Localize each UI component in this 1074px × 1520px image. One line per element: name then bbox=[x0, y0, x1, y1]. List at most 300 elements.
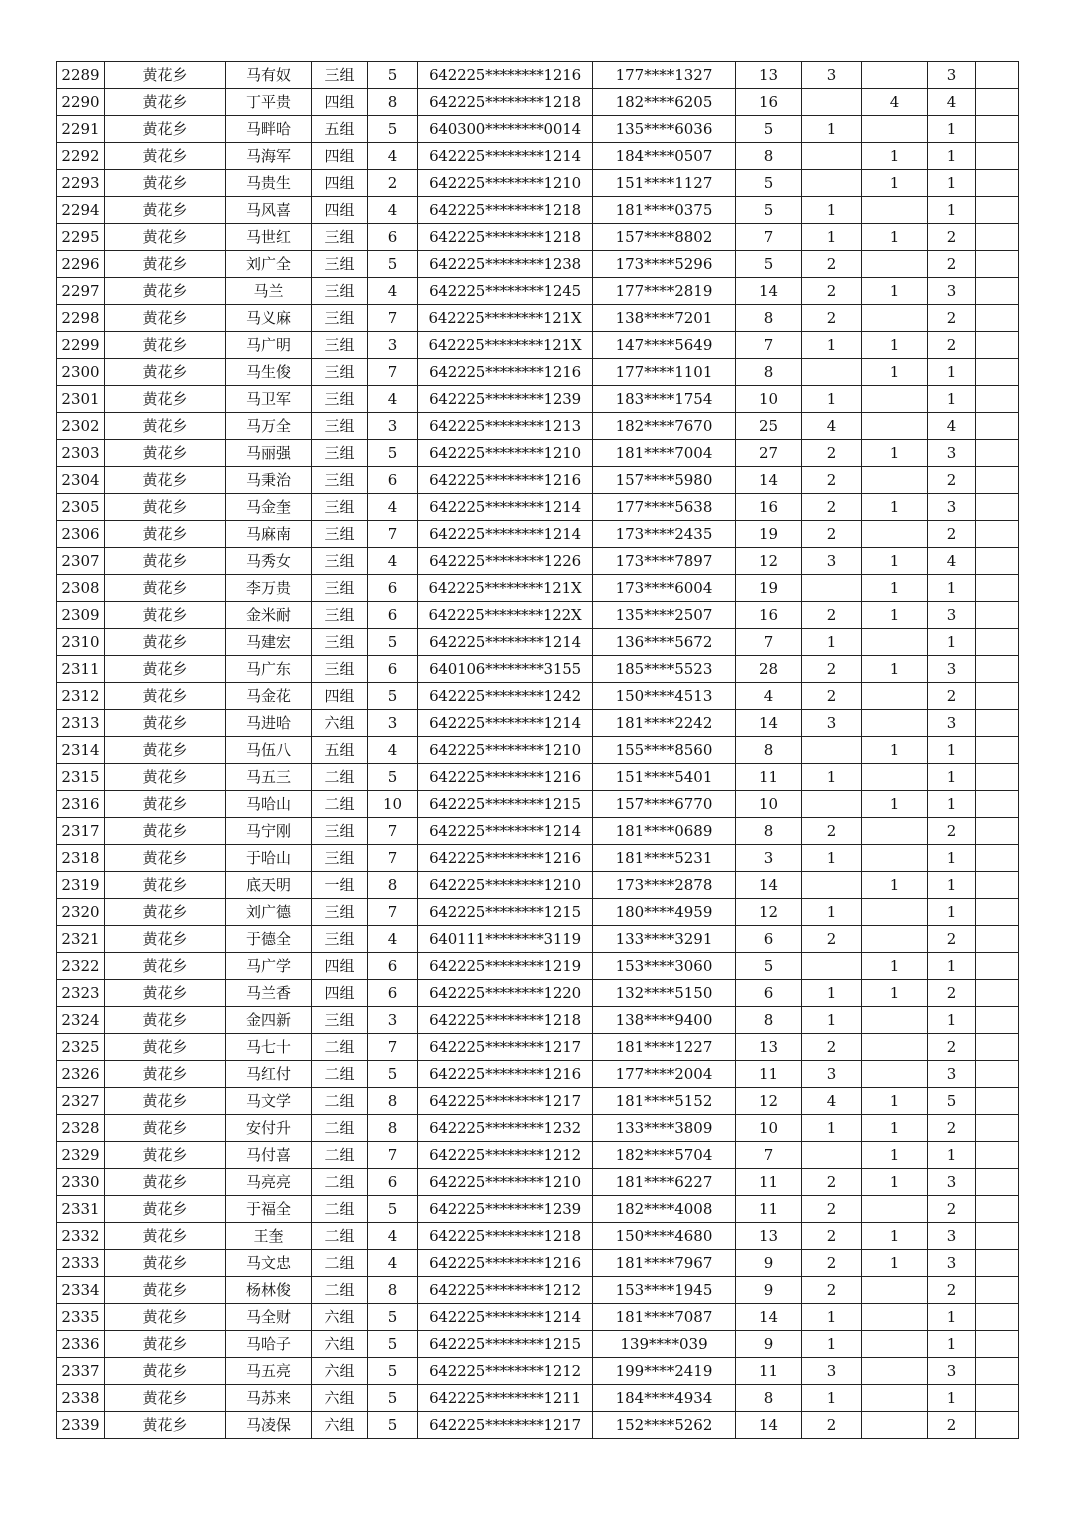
cell-township: 黄花乡 bbox=[105, 656, 226, 683]
table-row bbox=[57, 440, 1019, 467]
cell-value-b: 1 bbox=[802, 1304, 862, 1331]
cell-row-number: 2303 bbox=[57, 440, 105, 467]
table-row bbox=[57, 278, 1019, 305]
cell-name: 丁平贵 bbox=[226, 89, 312, 116]
cell-remark bbox=[976, 1358, 1019, 1385]
cell-phone: 157****6770 bbox=[593, 791, 736, 818]
table-row bbox=[57, 764, 1019, 791]
cell-household-size: 8 bbox=[368, 872, 418, 899]
cell-name: 马亮亮 bbox=[226, 1169, 312, 1196]
cell-value-b: 2 bbox=[802, 467, 862, 494]
cell-remark bbox=[976, 1250, 1019, 1277]
cell-id-number: 642225********1216 bbox=[418, 764, 593, 791]
cell-row-number: 2321 bbox=[57, 926, 105, 953]
cell-id-number: 642225********1215 bbox=[418, 899, 593, 926]
table-row bbox=[57, 1061, 1019, 1088]
cell-value-b: 2 bbox=[802, 1250, 862, 1277]
cell-township: 黄花乡 bbox=[105, 1412, 226, 1439]
cell-township: 黄花乡 bbox=[105, 1304, 226, 1331]
cell-household-size: 10 bbox=[368, 791, 418, 818]
table-body bbox=[57, 62, 1019, 1439]
cell-row-number: 2320 bbox=[57, 899, 105, 926]
cell-value-a: 13 bbox=[736, 62, 802, 89]
table-row bbox=[57, 575, 1019, 602]
cell-value-b: 2 bbox=[802, 602, 862, 629]
cell-township: 黄花乡 bbox=[105, 440, 226, 467]
cell-total: 1 bbox=[928, 629, 976, 656]
cell-phone: 133****3809 bbox=[593, 1115, 736, 1142]
cell-group: 三组 bbox=[312, 575, 368, 602]
cell-household-size: 5 bbox=[368, 1196, 418, 1223]
cell-group: 三组 bbox=[312, 413, 368, 440]
cell-group: 三组 bbox=[312, 926, 368, 953]
cell-township: 黄花乡 bbox=[105, 1061, 226, 1088]
cell-row-number: 2327 bbox=[57, 1088, 105, 1115]
cell-household-size: 6 bbox=[368, 1169, 418, 1196]
cell-township: 黄花乡 bbox=[105, 953, 226, 980]
cell-household-size: 5 bbox=[368, 1358, 418, 1385]
cell-group: 三组 bbox=[312, 521, 368, 548]
cell-group: 三组 bbox=[312, 62, 368, 89]
cell-value-b: 1 bbox=[802, 899, 862, 926]
cell-total: 5 bbox=[928, 1088, 976, 1115]
cell-value-b bbox=[802, 737, 862, 764]
cell-total: 1 bbox=[928, 575, 976, 602]
cell-group: 四组 bbox=[312, 980, 368, 1007]
cell-value-b bbox=[802, 1142, 862, 1169]
cell-value-b: 1 bbox=[802, 386, 862, 413]
cell-id-number: 642225********1215 bbox=[418, 1331, 593, 1358]
table-row bbox=[57, 1196, 1019, 1223]
cell-total: 3 bbox=[928, 494, 976, 521]
cell-phone: 184****4934 bbox=[593, 1385, 736, 1412]
cell-group: 二组 bbox=[312, 1277, 368, 1304]
cell-total: 1 bbox=[928, 197, 976, 224]
cell-name: 马生俊 bbox=[226, 359, 312, 386]
table-row bbox=[57, 116, 1019, 143]
cell-id-number: 642225********1218 bbox=[418, 224, 593, 251]
cell-remark bbox=[976, 278, 1019, 305]
cell-total: 1 bbox=[928, 791, 976, 818]
table-row bbox=[57, 899, 1019, 926]
cell-name: 马广东 bbox=[226, 656, 312, 683]
cell-value-a: 7 bbox=[736, 332, 802, 359]
cell-value-b: 2 bbox=[802, 305, 862, 332]
cell-group: 六组 bbox=[312, 1304, 368, 1331]
cell-remark bbox=[976, 980, 1019, 1007]
cell-value-b: 3 bbox=[802, 548, 862, 575]
cell-township: 黄花乡 bbox=[105, 1034, 226, 1061]
cell-total: 3 bbox=[928, 1358, 976, 1385]
cell-township: 黄花乡 bbox=[105, 494, 226, 521]
cell-household-size: 8 bbox=[368, 89, 418, 116]
cell-value-c: 1 bbox=[862, 1142, 928, 1169]
cell-value-b: 2 bbox=[802, 656, 862, 683]
table-row bbox=[57, 1169, 1019, 1196]
cell-value-c: 1 bbox=[862, 872, 928, 899]
cell-row-number: 2307 bbox=[57, 548, 105, 575]
cell-value-c bbox=[862, 1277, 928, 1304]
cell-value-a: 10 bbox=[736, 1115, 802, 1142]
cell-household-size: 5 bbox=[368, 116, 418, 143]
cell-household-size: 4 bbox=[368, 737, 418, 764]
cell-name: 马建宏 bbox=[226, 629, 312, 656]
cell-remark bbox=[976, 143, 1019, 170]
cell-name: 马海军 bbox=[226, 143, 312, 170]
table-row bbox=[57, 386, 1019, 413]
cell-value-b: 2 bbox=[802, 278, 862, 305]
cell-id-number: 642225********1210 bbox=[418, 737, 593, 764]
cell-row-number: 2300 bbox=[57, 359, 105, 386]
cell-name: 马秀女 bbox=[226, 548, 312, 575]
cell-remark bbox=[976, 899, 1019, 926]
cell-row-number: 2314 bbox=[57, 737, 105, 764]
cell-id-number: 642225********1245 bbox=[418, 278, 593, 305]
table-row bbox=[57, 1331, 1019, 1358]
cell-household-size: 6 bbox=[368, 656, 418, 683]
cell-id-number: 642225********1219 bbox=[418, 953, 593, 980]
cell-remark bbox=[976, 1142, 1019, 1169]
cell-value-c: 1 bbox=[862, 332, 928, 359]
table-row bbox=[57, 1142, 1019, 1169]
cell-total: 2 bbox=[928, 224, 976, 251]
table-row bbox=[57, 1034, 1019, 1061]
cell-remark bbox=[976, 251, 1019, 278]
cell-name: 马苏来 bbox=[226, 1385, 312, 1412]
cell-phone: 157****8802 bbox=[593, 224, 736, 251]
cell-name: 马丽强 bbox=[226, 440, 312, 467]
cell-phone: 150****4513 bbox=[593, 683, 736, 710]
cell-township: 黄花乡 bbox=[105, 1088, 226, 1115]
cell-total: 1 bbox=[928, 359, 976, 386]
table-row bbox=[57, 737, 1019, 764]
cell-row-number: 2323 bbox=[57, 980, 105, 1007]
cell-value-c: 1 bbox=[862, 494, 928, 521]
cell-total: 2 bbox=[928, 332, 976, 359]
cell-value-c bbox=[862, 818, 928, 845]
cell-name: 马金奎 bbox=[226, 494, 312, 521]
cell-township: 黄花乡 bbox=[105, 1250, 226, 1277]
cell-remark bbox=[976, 737, 1019, 764]
cell-value-c bbox=[862, 197, 928, 224]
cell-value-c: 1 bbox=[862, 359, 928, 386]
cell-name: 马金花 bbox=[226, 683, 312, 710]
cell-row-number: 2293 bbox=[57, 170, 105, 197]
cell-township: 黄花乡 bbox=[105, 1142, 226, 1169]
cell-township: 黄花乡 bbox=[105, 980, 226, 1007]
cell-value-a: 11 bbox=[736, 1358, 802, 1385]
cell-id-number: 642225********1218 bbox=[418, 197, 593, 224]
cell-value-c: 1 bbox=[862, 440, 928, 467]
cell-name: 马广学 bbox=[226, 953, 312, 980]
cell-phone: 138****9400 bbox=[593, 1007, 736, 1034]
table-row bbox=[57, 170, 1019, 197]
cell-value-b: 1 bbox=[802, 1331, 862, 1358]
cell-total: 2 bbox=[928, 1412, 976, 1439]
cell-value-b: 4 bbox=[802, 413, 862, 440]
cell-total: 4 bbox=[928, 413, 976, 440]
cell-phone: 181****7004 bbox=[593, 440, 736, 467]
cell-id-number: 642225********1239 bbox=[418, 1196, 593, 1223]
cell-id-number: 642225********121X bbox=[418, 575, 593, 602]
table-row bbox=[57, 926, 1019, 953]
cell-household-size: 5 bbox=[368, 251, 418, 278]
cell-remark bbox=[976, 953, 1019, 980]
cell-group: 四组 bbox=[312, 197, 368, 224]
cell-group: 三组 bbox=[312, 845, 368, 872]
cell-name: 安付升 bbox=[226, 1115, 312, 1142]
cell-name: 马宁刚 bbox=[226, 818, 312, 845]
cell-township: 黄花乡 bbox=[105, 818, 226, 845]
table-row bbox=[57, 1277, 1019, 1304]
cell-township: 黄花乡 bbox=[105, 683, 226, 710]
cell-township: 黄花乡 bbox=[105, 89, 226, 116]
table-row bbox=[57, 1250, 1019, 1277]
cell-value-a: 5 bbox=[736, 116, 802, 143]
cell-township: 黄花乡 bbox=[105, 1385, 226, 1412]
table-row bbox=[57, 467, 1019, 494]
cell-id-number: 642225********121X bbox=[418, 332, 593, 359]
cell-township: 黄花乡 bbox=[105, 710, 226, 737]
cell-id-number: 642225********1216 bbox=[418, 62, 593, 89]
cell-household-size: 4 bbox=[368, 1223, 418, 1250]
cell-name: 底天明 bbox=[226, 872, 312, 899]
cell-name: 金米耐 bbox=[226, 602, 312, 629]
cell-total: 2 bbox=[928, 980, 976, 1007]
cell-household-size: 5 bbox=[368, 1304, 418, 1331]
cell-name: 马文忠 bbox=[226, 1250, 312, 1277]
cell-value-b bbox=[802, 953, 862, 980]
cell-household-size: 7 bbox=[368, 359, 418, 386]
cell-value-c: 1 bbox=[862, 1223, 928, 1250]
cell-value-c bbox=[862, 467, 928, 494]
cell-phone: 182****7670 bbox=[593, 413, 736, 440]
cell-value-c: 1 bbox=[862, 1250, 928, 1277]
cell-remark bbox=[976, 359, 1019, 386]
cell-total: 2 bbox=[928, 1196, 976, 1223]
cell-row-number: 2298 bbox=[57, 305, 105, 332]
cell-value-a: 14 bbox=[736, 1304, 802, 1331]
cell-phone: 173****5296 bbox=[593, 251, 736, 278]
cell-group: 三组 bbox=[312, 224, 368, 251]
cell-household-size: 3 bbox=[368, 710, 418, 737]
cell-value-b: 2 bbox=[802, 1169, 862, 1196]
cell-group: 三组 bbox=[312, 629, 368, 656]
cell-township: 黄花乡 bbox=[105, 791, 226, 818]
cell-row-number: 2336 bbox=[57, 1331, 105, 1358]
cell-value-c bbox=[862, 62, 928, 89]
cell-household-size: 4 bbox=[368, 386, 418, 413]
cell-value-b: 2 bbox=[802, 440, 862, 467]
cell-name: 马麻南 bbox=[226, 521, 312, 548]
cell-id-number: 642225********1217 bbox=[418, 1412, 593, 1439]
cell-id-number: 642225********1214 bbox=[418, 629, 593, 656]
cell-phone: 177****1101 bbox=[593, 359, 736, 386]
cell-township: 黄花乡 bbox=[105, 737, 226, 764]
cell-value-a: 12 bbox=[736, 1088, 802, 1115]
cell-name: 马伍八 bbox=[226, 737, 312, 764]
cell-value-a: 14 bbox=[736, 278, 802, 305]
cell-value-c: 1 bbox=[862, 980, 928, 1007]
cell-group: 三组 bbox=[312, 278, 368, 305]
cell-value-c bbox=[862, 521, 928, 548]
cell-value-c: 1 bbox=[862, 170, 928, 197]
cell-id-number: 642225********1212 bbox=[418, 1277, 593, 1304]
cell-total: 1 bbox=[928, 1385, 976, 1412]
cell-household-size: 4 bbox=[368, 143, 418, 170]
cell-total: 2 bbox=[928, 683, 976, 710]
cell-value-a: 5 bbox=[736, 197, 802, 224]
cell-value-a: 14 bbox=[736, 872, 802, 899]
table-row bbox=[57, 143, 1019, 170]
cell-name: 马风喜 bbox=[226, 197, 312, 224]
cell-group: 三组 bbox=[312, 602, 368, 629]
cell-name: 马五亮 bbox=[226, 1358, 312, 1385]
cell-phone: 151****1127 bbox=[593, 170, 736, 197]
cell-value-a: 19 bbox=[736, 521, 802, 548]
cell-total: 1 bbox=[928, 1007, 976, 1034]
cell-household-size: 2 bbox=[368, 170, 418, 197]
cell-township: 黄花乡 bbox=[105, 62, 226, 89]
table-row bbox=[57, 1007, 1019, 1034]
cell-total: 2 bbox=[928, 1115, 976, 1142]
cell-value-b: 3 bbox=[802, 1061, 862, 1088]
cell-remark bbox=[976, 62, 1019, 89]
cell-phone: 153****1945 bbox=[593, 1277, 736, 1304]
cell-phone: 150****4680 bbox=[593, 1223, 736, 1250]
cell-group: 三组 bbox=[312, 494, 368, 521]
cell-household-size: 4 bbox=[368, 197, 418, 224]
cell-total: 3 bbox=[928, 440, 976, 467]
cell-group: 二组 bbox=[312, 1223, 368, 1250]
cell-phone: 181****5231 bbox=[593, 845, 736, 872]
cell-remark bbox=[976, 764, 1019, 791]
cell-total: 2 bbox=[928, 467, 976, 494]
cell-value-a: 25 bbox=[736, 413, 802, 440]
table-row bbox=[57, 413, 1019, 440]
cell-value-b bbox=[802, 872, 862, 899]
cell-township: 黄花乡 bbox=[105, 386, 226, 413]
cell-remark bbox=[976, 170, 1019, 197]
cell-id-number: 642225********1212 bbox=[418, 1358, 593, 1385]
cell-value-c bbox=[862, 305, 928, 332]
cell-group: 三组 bbox=[312, 656, 368, 683]
cell-id-number: 642225********1210 bbox=[418, 440, 593, 467]
cell-group: 三组 bbox=[312, 386, 368, 413]
cell-value-c bbox=[862, 710, 928, 737]
cell-name: 马文学 bbox=[226, 1088, 312, 1115]
cell-row-number: 2308 bbox=[57, 575, 105, 602]
table-row bbox=[57, 305, 1019, 332]
cell-remark bbox=[976, 602, 1019, 629]
cell-id-number: 642225********1213 bbox=[418, 413, 593, 440]
cell-name: 马贵生 bbox=[226, 170, 312, 197]
cell-household-size: 8 bbox=[368, 1088, 418, 1115]
cell-value-a: 7 bbox=[736, 224, 802, 251]
cell-township: 黄花乡 bbox=[105, 548, 226, 575]
cell-value-a: 8 bbox=[736, 818, 802, 845]
cell-group: 二组 bbox=[312, 1115, 368, 1142]
cell-value-a: 11 bbox=[736, 1061, 802, 1088]
cell-id-number: 642225********1210 bbox=[418, 170, 593, 197]
cell-name: 李万贵 bbox=[226, 575, 312, 602]
cell-phone: 153****3060 bbox=[593, 953, 736, 980]
cell-phone: 135****6036 bbox=[593, 116, 736, 143]
cell-total: 1 bbox=[928, 143, 976, 170]
cell-group: 二组 bbox=[312, 1196, 368, 1223]
table-row bbox=[57, 1385, 1019, 1412]
cell-total: 2 bbox=[928, 1034, 976, 1061]
cell-value-b bbox=[802, 575, 862, 602]
cell-township: 黄花乡 bbox=[105, 1277, 226, 1304]
cell-remark bbox=[976, 197, 1019, 224]
cell-household-size: 3 bbox=[368, 413, 418, 440]
cell-total: 3 bbox=[928, 62, 976, 89]
cell-phone: 181****0375 bbox=[593, 197, 736, 224]
cell-township: 黄花乡 bbox=[105, 1223, 226, 1250]
cell-name: 于福全 bbox=[226, 1196, 312, 1223]
cell-value-a: 10 bbox=[736, 386, 802, 413]
cell-phone: 157****5980 bbox=[593, 467, 736, 494]
cell-value-a: 16 bbox=[736, 494, 802, 521]
cell-township: 黄花乡 bbox=[105, 1007, 226, 1034]
cell-id-number: 642225********1238 bbox=[418, 251, 593, 278]
cell-phone: 173****2435 bbox=[593, 521, 736, 548]
cell-remark bbox=[976, 629, 1019, 656]
cell-household-size: 7 bbox=[368, 1142, 418, 1169]
cell-township: 黄花乡 bbox=[105, 575, 226, 602]
cell-row-number: 2290 bbox=[57, 89, 105, 116]
cell-value-c: 1 bbox=[862, 602, 928, 629]
cell-value-c: 1 bbox=[862, 953, 928, 980]
cell-phone: 173****2878 bbox=[593, 872, 736, 899]
cell-value-a: 14 bbox=[736, 1412, 802, 1439]
cell-total: 3 bbox=[928, 1169, 976, 1196]
cell-remark bbox=[976, 926, 1019, 953]
cell-name: 马哈山 bbox=[226, 791, 312, 818]
cell-total: 3 bbox=[928, 278, 976, 305]
cell-name: 杨林俊 bbox=[226, 1277, 312, 1304]
cell-remark bbox=[976, 1412, 1019, 1439]
cell-value-a: 14 bbox=[736, 710, 802, 737]
cell-id-number: 642225********1214 bbox=[418, 521, 593, 548]
cell-row-number: 2297 bbox=[57, 278, 105, 305]
cell-value-a: 11 bbox=[736, 764, 802, 791]
cell-remark bbox=[976, 1223, 1019, 1250]
cell-id-number: 642225********1214 bbox=[418, 710, 593, 737]
cell-name: 马全财 bbox=[226, 1304, 312, 1331]
cell-row-number: 2318 bbox=[57, 845, 105, 872]
cell-id-number: 642225********1242 bbox=[418, 683, 593, 710]
cell-value-b: 1 bbox=[802, 332, 862, 359]
cell-township: 黄花乡 bbox=[105, 224, 226, 251]
cell-group: 一组 bbox=[312, 872, 368, 899]
table-row bbox=[57, 980, 1019, 1007]
cell-household-size: 7 bbox=[368, 521, 418, 548]
cell-value-a: 19 bbox=[736, 575, 802, 602]
cell-phone: 181****0689 bbox=[593, 818, 736, 845]
cell-household-size: 6 bbox=[368, 953, 418, 980]
cell-group: 三组 bbox=[312, 467, 368, 494]
cell-name: 马秉治 bbox=[226, 467, 312, 494]
cell-value-b: 1 bbox=[802, 845, 862, 872]
cell-township: 黄花乡 bbox=[105, 332, 226, 359]
cell-value-a: 7 bbox=[736, 1142, 802, 1169]
cell-remark bbox=[976, 305, 1019, 332]
cell-township: 黄花乡 bbox=[105, 521, 226, 548]
cell-row-number: 2317 bbox=[57, 818, 105, 845]
cell-remark bbox=[976, 467, 1019, 494]
